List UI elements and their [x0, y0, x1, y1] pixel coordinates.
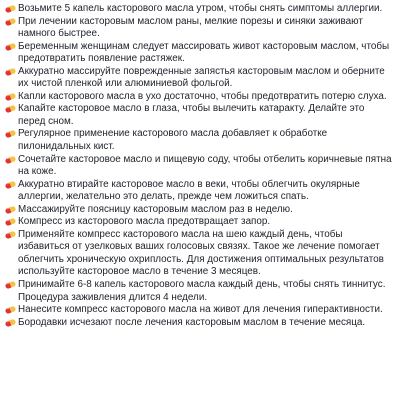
- list-item: [18, 229, 394, 279]
- list-item-text: Принимайте 6-8 капель касторового масла каждый день, чтобы снять тиннитус. Процедура заживления длится 4 недели.: [18, 279, 386, 303]
- list-item-text: Компресс из касторового масла предотвращает запор.: [18, 216, 271, 228]
- pill-icon: [5, 181, 16, 189]
- list-item-text: Применяйте компресс касторового масла на шею каждый день, чтобы избавиться от узелковых ваших голосовых связях. Такое же лечение помогает облегчить хроническую охриплость. Для достижения оптимальных результатов используйте касторовое масло в течение 3 месяцев.: [18, 228, 384, 278]
- list-item-text: Сочетайте касторовое масло и пищевую соду, чтобы отбелить коричневые пятна на коже.: [18, 153, 392, 178]
- list-item-text: Нанесите компресс касторового масла на живот для лечения гиперактивности.: [18, 304, 383, 316]
- list-item-text: Регулярное применение касторового масла добавляет к обработке пилонидальных кист.: [18, 128, 328, 153]
- list-item: [18, 3, 394, 16]
- pill-icon: [5, 156, 16, 164]
- pill-icon: [5, 306, 16, 314]
- list-item: [18, 41, 394, 66]
- pill-icon: [5, 93, 16, 101]
- list-item: [18, 304, 394, 317]
- list-item-text: Бородавки исчезают после лечения касторовым маслом в течение месяца.: [18, 316, 366, 328]
- list-item-text: Аккуратно массируйте поврежденные запястья касторовым маслом и оберните их чистой пленкой или алюминиевой фольгой.: [18, 65, 385, 90]
- list-item: [18, 179, 394, 204]
- pill-icon: [5, 231, 16, 239]
- pill-icon: [5, 206, 16, 214]
- pill-icon: [5, 218, 16, 226]
- pill-icon: [5, 130, 16, 138]
- list-item-text: При лечении касторовым маслом раны, мелкие порезы и синяки заживают намного быстрее.: [18, 15, 363, 40]
- list-item: [18, 16, 394, 41]
- pill-icon: [5, 18, 16, 26]
- pill-icon: [5, 43, 16, 51]
- pill-icon: [5, 281, 16, 289]
- list-item-text: Массажируйте поясницу касторовым маслом раз в неделю.: [18, 203, 293, 215]
- pill-icon: [5, 68, 16, 76]
- list-item-text: Аккуратно втирайте касторовое масло в веки, чтобы облегчить окулярные аллергии, желательно это делать, прежде чем ложиться спать.: [18, 178, 360, 203]
- list-item: [18, 103, 394, 128]
- list-item-text: Возьмите 5 капель касторового масла утром, чтобы снять симптомы аллергии.: [18, 3, 383, 14]
- list-item: [18, 154, 394, 179]
- pill-icon: [5, 319, 16, 327]
- list-item: [18, 216, 394, 229]
- pill-icon: [5, 5, 16, 13]
- list-item: [18, 128, 394, 153]
- list-item-text: Беременным женщинам следует массировать живот касторовым маслом, чтобы предотвратить появление растяжек.: [18, 40, 390, 65]
- list-item-text: Капли касторового масла в ухо достаточно, чтобы предотвратить потерю слуха.: [18, 90, 387, 102]
- list-item: [18, 91, 394, 104]
- list-item: [18, 317, 394, 330]
- list-item: [18, 66, 394, 91]
- list-item-text: Капайте касторовое масло в глаза, чтобы вылечить катаракту. Делайте это перед сном.: [18, 103, 365, 127]
- list-item: [18, 204, 394, 217]
- pill-icon: [5, 105, 16, 113]
- list-item: [18, 279, 394, 304]
